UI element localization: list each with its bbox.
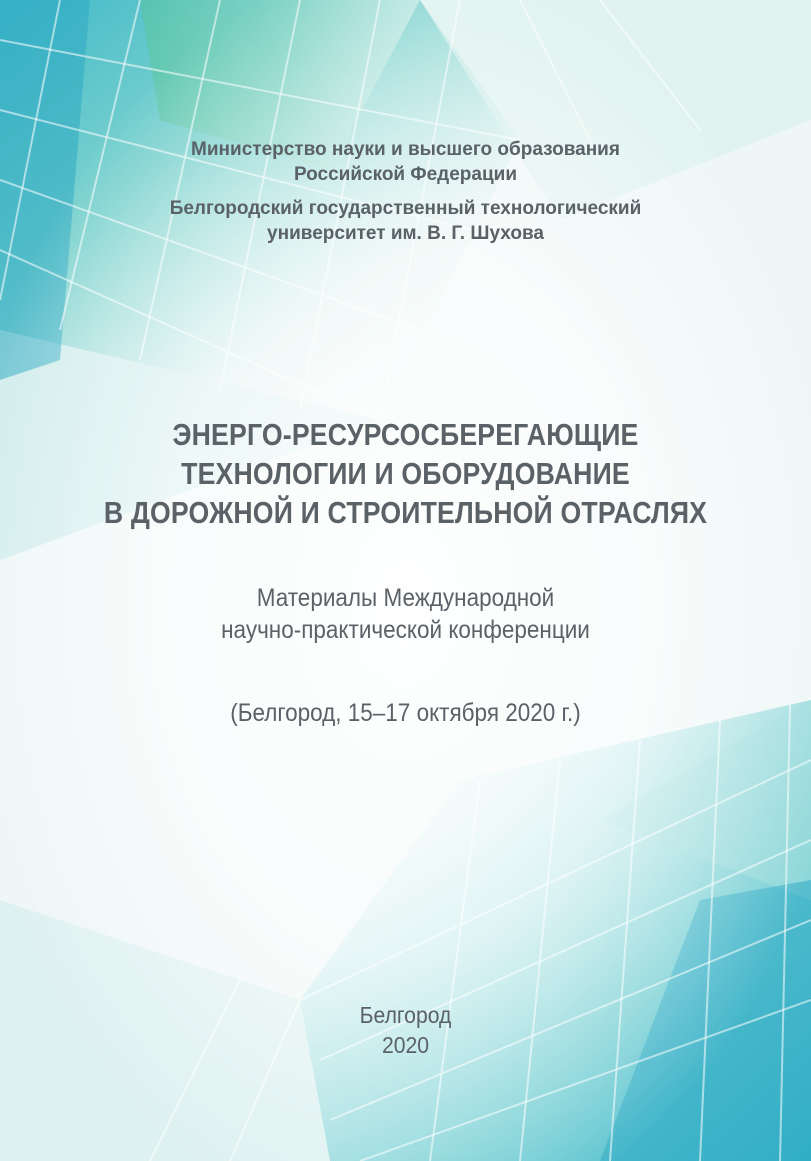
- ministry-name: [0, 137, 811, 187]
- publication-city: Белгород: [359, 1002, 452, 1028]
- subtitle-line: Материалы Международной: [256, 584, 555, 612]
- university-line: Белгородский государственный технологический: [169, 198, 642, 219]
- book-subtitle: [41, 582, 771, 646]
- book-title: [57, 415, 754, 532]
- subtitle-line: научно-практической конференции: [221, 616, 590, 644]
- publication-place-year: [32, 1000, 778, 1060]
- title-line: ЭНЕРГО-РЕСУРСОСБЕРЕГАЮЩИЕ: [172, 417, 639, 452]
- university-line: университет им. В. Г. Шухова: [267, 223, 544, 244]
- publication-year: 2020: [381, 1032, 430, 1058]
- title-line: В ДОРОЖНОЙ И СТРОИТЕЛЬНОЙ ОТРАСЛЯХ: [103, 495, 708, 530]
- title-line: ТЕХНОЛОГИИ И ОБОРУДОВАНИЕ: [181, 456, 630, 491]
- ministry-line: Российской Федерации: [293, 164, 518, 185]
- conference-dates: (Белгород, 15–17 октября 2020 г.): [230, 699, 581, 727]
- university-name: [0, 196, 811, 246]
- ministry-line: Министерство науки и высшего образования: [191, 139, 620, 160]
